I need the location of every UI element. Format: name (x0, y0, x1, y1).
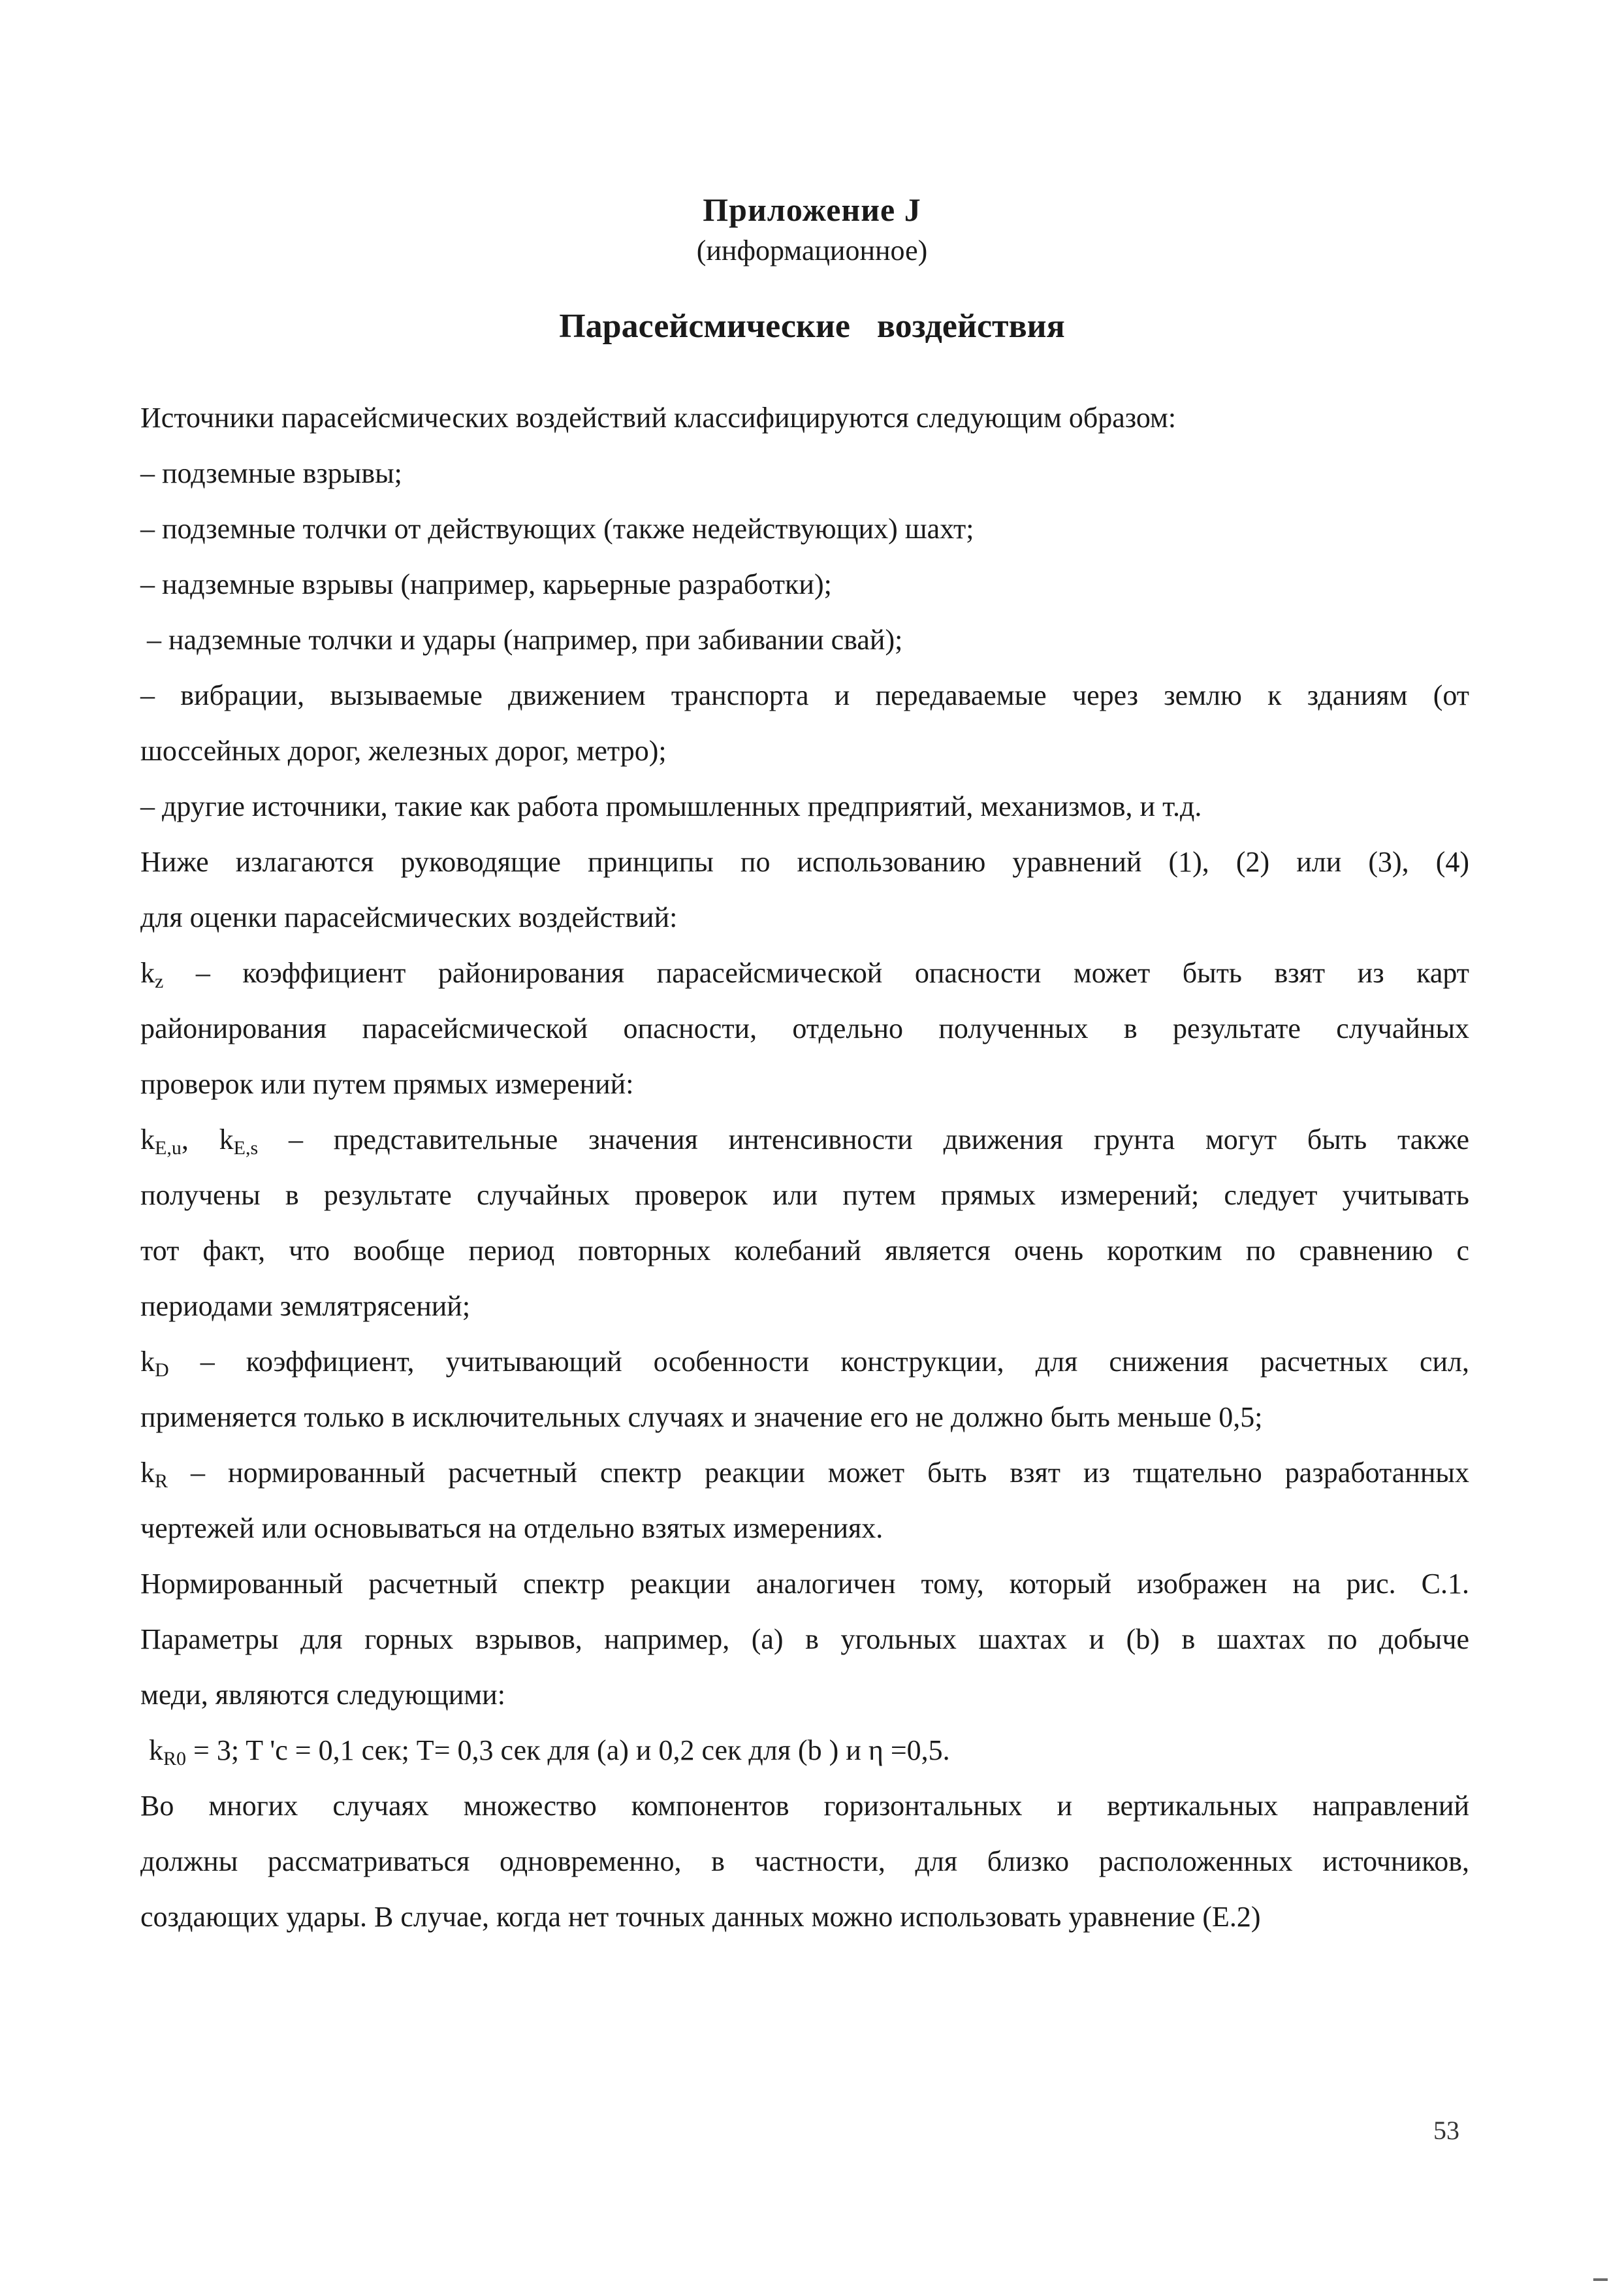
ke-definition-line: тот факт, что вообще период повторных колебаний является очень коротким по сравнению с (140, 1235, 1469, 1267)
source-item: – подземные толчки от действующих (также недействующих) шахт; (140, 513, 974, 545)
page-number: 53 (1433, 2116, 1459, 2145)
kes-symbol: k (219, 1123, 234, 1155)
kz-definition-line: районирования парасейсмической опасности, отдельно полученных в результате случайных (140, 1012, 1469, 1044)
kr0-symbol: k (149, 1734, 163, 1766)
parameters-line (149, 1732, 1478, 1777)
kd-definition (140, 1344, 1469, 1389)
source-item: – надземные толчки и удары (например, при забивании свай); (147, 624, 903, 656)
spectrum-paragraph: Нормированный расчетный спектр реакции аналогичен тому, который изображен на рис. C.1. (140, 1568, 1469, 1600)
kes-subscript: E,s (233, 1137, 259, 1159)
spectrum-paragraph-line: меди, являются следующими: (140, 1679, 505, 1711)
guidance-paragraph: Ниже излагаются руководящие принципы по использованию уравнений (1), (2) или (3), (4) (140, 846, 1469, 878)
kr-subscript: R (155, 1470, 168, 1492)
closing-paragraph-line: создающих удары. В случае, когда нет точных данных можно использовать уравнение (E.2) (140, 1901, 1261, 1933)
parameters-text: = 3; T 'c = 0,1 сек; T= 0,3 сек для (a) и 0,2 сек для (b ) и η =0,5. (186, 1734, 950, 1766)
ke-separator: , (181, 1123, 219, 1155)
keu-subscript: E,u (155, 1137, 182, 1159)
ke-text: – представительные значения интенсивности движения грунта могут быть также (258, 1123, 1469, 1155)
ke-definition (140, 1122, 1469, 1167)
guidance-paragraph-continued: для оценки парасейсмических воздействий: (140, 901, 678, 933)
source-item: – вибрации, вызываемые движением транспорта и передаваемые через землю к зданиям (от (140, 679, 1469, 711)
kd-text: – коэффициент, учитывающий особенности конструкции, для снижения расчетных сил, (168, 1346, 1469, 1378)
section-title: Парасейсмические воздействия (559, 308, 1065, 345)
kz-definition-line: проверок или путем прямых измерений: (140, 1068, 634, 1100)
kd-definition-line: применяется только в исключительных случаях и значение его не должно быть меньше 0,5; (140, 1401, 1263, 1433)
source-item-continued: шоссейных дорог, железных дорог, метро); (140, 735, 667, 767)
kz-subscript: z (155, 971, 164, 992)
closing-paragraph: Во многих случаях множество компонентов горизонтальных и вертикальных направлений (140, 1790, 1469, 1822)
source-item: – надземные взрывы (например, карьерные разработки); (140, 568, 832, 600)
kz-text: – коэффициент районирования парасейсмической опасности может быть взят из карт (163, 957, 1469, 989)
kr-definition (140, 1455, 1469, 1500)
scan-artifact (1593, 2278, 1608, 2281)
kr0-subscript: R0 (163, 1748, 187, 1769)
kd-subscript: D (155, 1359, 169, 1381)
appendix-heading: Приложение J (703, 191, 921, 228)
kd-symbol: k (140, 1346, 155, 1378)
source-item: – подземные взрывы; (140, 457, 402, 489)
closing-paragraph-line: должны рассматриваться одновременно, в частности, для близко расположенных источников, (140, 1845, 1469, 1877)
source-item: – другие источники, такие как работа промышленных предприятий, механизмов, и т.д. (140, 790, 1202, 822)
keu-symbol: k (140, 1123, 155, 1155)
kz-symbol: k (140, 957, 155, 989)
appendix-type: (информационное) (696, 234, 928, 267)
kr-definition-line: чертежей или основываться на отдельно взятых измерениях. (140, 1512, 884, 1544)
spectrum-paragraph-line: Параметры для горных взрывов, например, (a) в угольных шахтах и (b) в шахтах по добыче (140, 1623, 1469, 1655)
ke-definition-line: получены в результате случайных проверок или путем прямых измерений; следует учитывать (140, 1179, 1469, 1211)
intro-paragraph: Источники парасейсмических воздействий классифицируются следующим образом: (140, 402, 1177, 434)
ke-definition-line: периодами землятрясений; (140, 1290, 471, 1322)
kr-symbol: k (140, 1457, 155, 1489)
kr-text: – нормированный расчетный спектр реакции может быть взят из тщательно разработанных (168, 1457, 1469, 1489)
kz-definition (140, 955, 1469, 1000)
